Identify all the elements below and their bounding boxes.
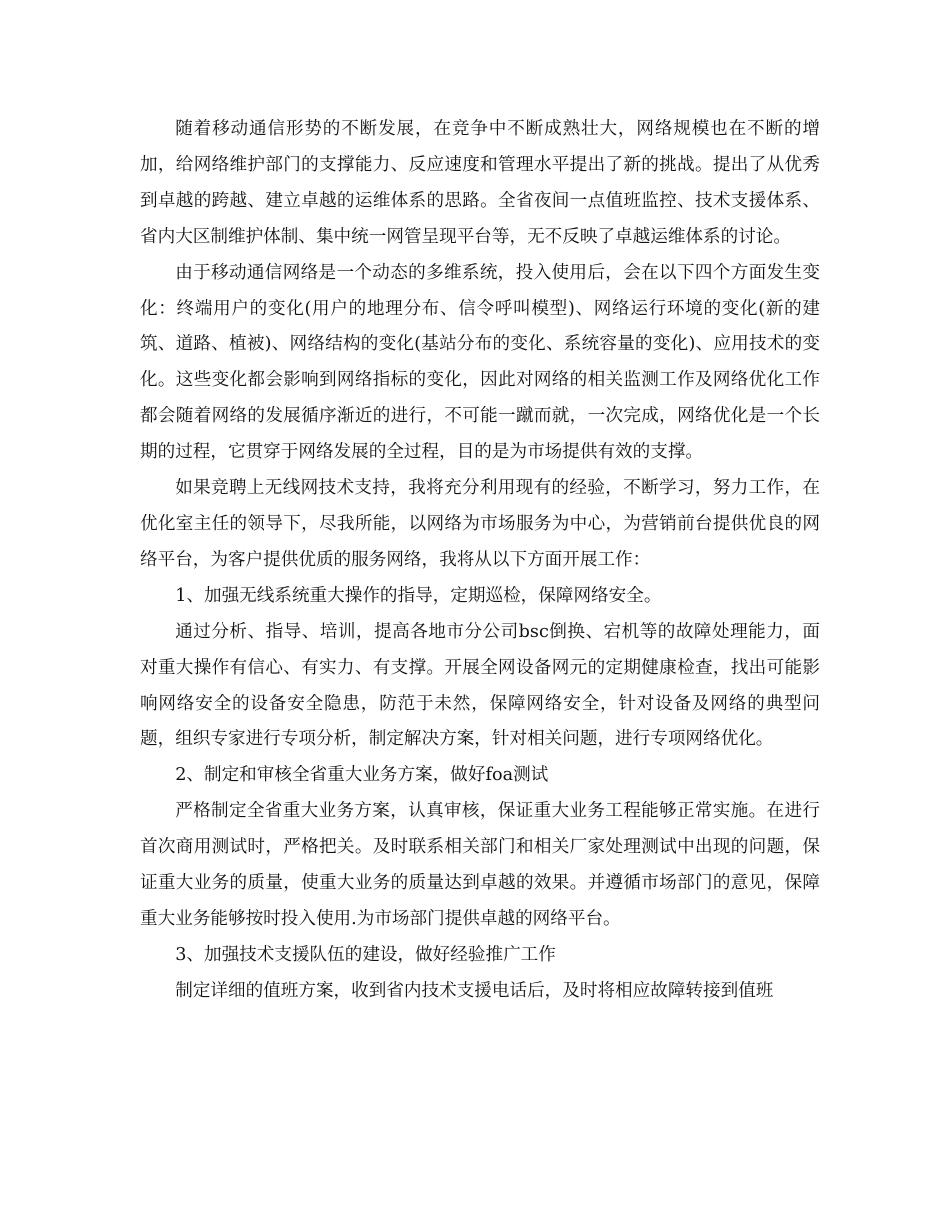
section-heading-1: 1、加强无线系统重大操作的指导，定期巡检，保障网络安全。 xyxy=(175,585,662,606)
paragraph-intro: 随着移动通信形势的不断发展，在竞争中不断成熟壮大，网络规模也在不断的增加，给网络维护部门的支撑能力、反应速度和管理水平提出了新的挑战。提出了从优秀到卓越的跨越、建立卓越的运维体系的思路。全省夜间一点值班监控、技术支援体系、省内大区制维护体制、集中统一网管呈现平台等，无不反映了卓越运维体系的讨论。 xyxy=(140,119,820,247)
paragraph-section-2: 严格制定全省重大业务方案，认真审核，保证重大业务工程能够正常实施。在进行首次商用测试时，严格把关。及时联系相关部门和相关厂家处理测试中出现的问题，保证重大业务的质量，使重大业务的质量达到卓越的效果。并遵循市场部门的意见，保障重大业务能够按时投入使用.为市场部门提供卓越的网络平台。 xyxy=(140,801,820,929)
paragraph-plan: 如果竞聘上无线网技术支持，我将充分利用现有的经验，不断学习，努力工作，在优化室主任的领导下，尽我所能，以网络为市场服务为中心，为营销前台提供优良的网络平台，为客户提供优质的服务网络，我将从以下方面开展工作： xyxy=(140,478,820,570)
section-heading-2: 2、制定和审核全省重大业务方案，做好foa测试 xyxy=(175,765,549,786)
paragraph-section-3: 制定详细的值班方案，收到省内技术支援电话后，及时将相应故障转接到值班 xyxy=(175,980,774,1001)
document-body xyxy=(140,112,820,1010)
paragraph-section-1: 通过分析、指导、培训，提高各地市分公司bsc倒换、宕机等的故障处理能力，面对重大操作有信心、有实力、有支撑。开展全网设备网元的定期健康检查，找出可能影响网络安全的设备安全隐患，防范于未然，保障网络安全，针对设备及网络的典型问题，组织专家进行专项分析，制定解决方案，针对相关问题，进行专项网络优化。 xyxy=(140,621,820,750)
paragraph-network-changes: 由于移动通信网络是一个动态的多维系统，投入使用后，会在以下四个方面发生变化：终端用户的变化(用户的地理分布、信令呼叫模型)、网络运行环境的变化(新的建筑、道路、植被)、网络结构的变化(基站分布的变化、系统容量的变化)、应用技术的变化。这些变化都会影响到网络指标的变化，因此对网络的相关监测工作及网络优化工作都会随着网络的发展循序渐近的进行，不可能一蹴而就，一次完成，网络优化是一个长期的过程，它贯穿于网络发展的全过程，目的是为市场提供有效的支撑。 xyxy=(140,262,820,463)
section-heading-3: 3、加强技术支援队伍的建设，做好经验推广工作 xyxy=(175,944,556,965)
